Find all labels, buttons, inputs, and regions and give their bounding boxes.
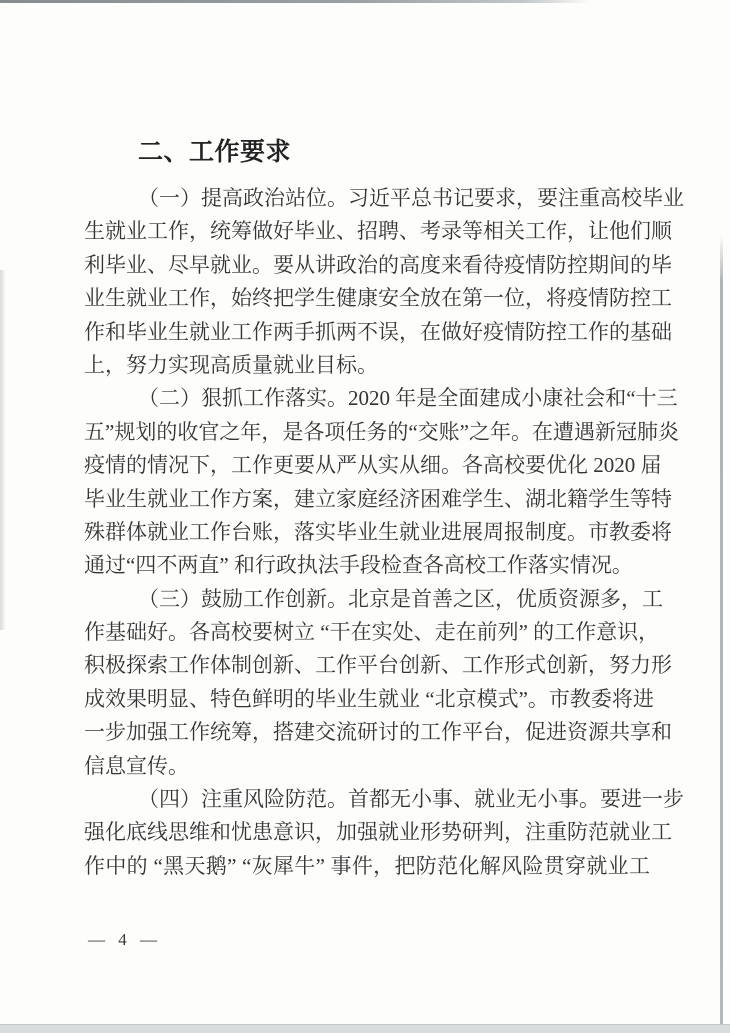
document-body (84, 134, 684, 883)
text-line: 五”规划的收官之年，是各项任务的“交账”之年。在遭遇新冠肺炎 (84, 419, 679, 444)
text-line: 疫情的情况下，工作更要从严从实从细。各高校要优化 2020 届 (84, 453, 662, 478)
scan-edge-bottom (0, 1024, 730, 1033)
text-line: 业生就业工作，始终把学生健康安全放在第一位，将疫情防控工 (84, 286, 672, 311)
text-line: 毕业生就业工作方案，建立家庭经济困难学生、湖北籍学生等特 (84, 486, 672, 511)
text-line: （三）鼓励工作创新。北京是首善之区，优质资源多，工 (138, 586, 663, 611)
text-line: 作中的 “黑天鹅” “灰犀牛” 事件，把防范化解风险贯穿就业工 (84, 853, 650, 878)
scan-edge-top (0, 0, 592, 3)
text-line: （四）注重风险防范。首都无小事、就业无小事。要进一步 (138, 787, 684, 812)
text-line: 信息宣传。 (84, 753, 189, 778)
text-line: （二）狠抓工作落实。2020 年是全面建成小康社会和“十三 (138, 386, 678, 411)
scan-edge-left (0, 270, 6, 630)
text-line: 强化底线思维和忧患意识，加强就业形势研判，注重防范就业工 (84, 820, 672, 845)
paragraph-1 (84, 182, 684, 382)
scan-edge-right (720, 235, 723, 1033)
text-line: 作和毕业生就业工作两手抓两不误，在做好疫情防控工作的基础 (84, 319, 672, 344)
text-line: 通过“四不两直” 和行政执法手段检查各高校工作落实情况。 (84, 553, 633, 578)
text-line: 积极探索工作体制创新、工作平台创新、工作形式创新，努力形 (84, 653, 672, 678)
text-line: 殊群体就业工作台账，落实毕业生就业进展周报制度。市教委将 (84, 519, 672, 544)
paragraph-2 (84, 382, 679, 582)
text-line: 利毕业、尽早就业。要从讲政治的高度来看待疫情防控期间的毕 (84, 252, 672, 277)
text-line: 生就业工作，统筹做好毕业、招聘、考录等相关工作，让他们顺 (84, 219, 672, 244)
text-line: 上，努力实现高质量就业目标。 (84, 352, 378, 377)
text-line: 一步加强工作统筹，搭建交流研讨的工作平台，促进资源共享和 (84, 720, 672, 745)
page-number: — 4 — (88, 930, 159, 949)
paragraph-3 (84, 583, 672, 783)
text-line: 作基础好。各高校要树立 “干在实处、走在前列” 的工作意识， (84, 620, 660, 645)
text-line: （一）提高政治站位。习近平总书记要求，要注重高校毕业 (138, 186, 684, 210)
paragraph-4 (84, 783, 684, 883)
text-line: 成效果明显、特色鲜明的毕业生就业 “北京模式”。市教委将进 (84, 686, 654, 711)
section-heading: 二、工作要求 (138, 138, 292, 166)
